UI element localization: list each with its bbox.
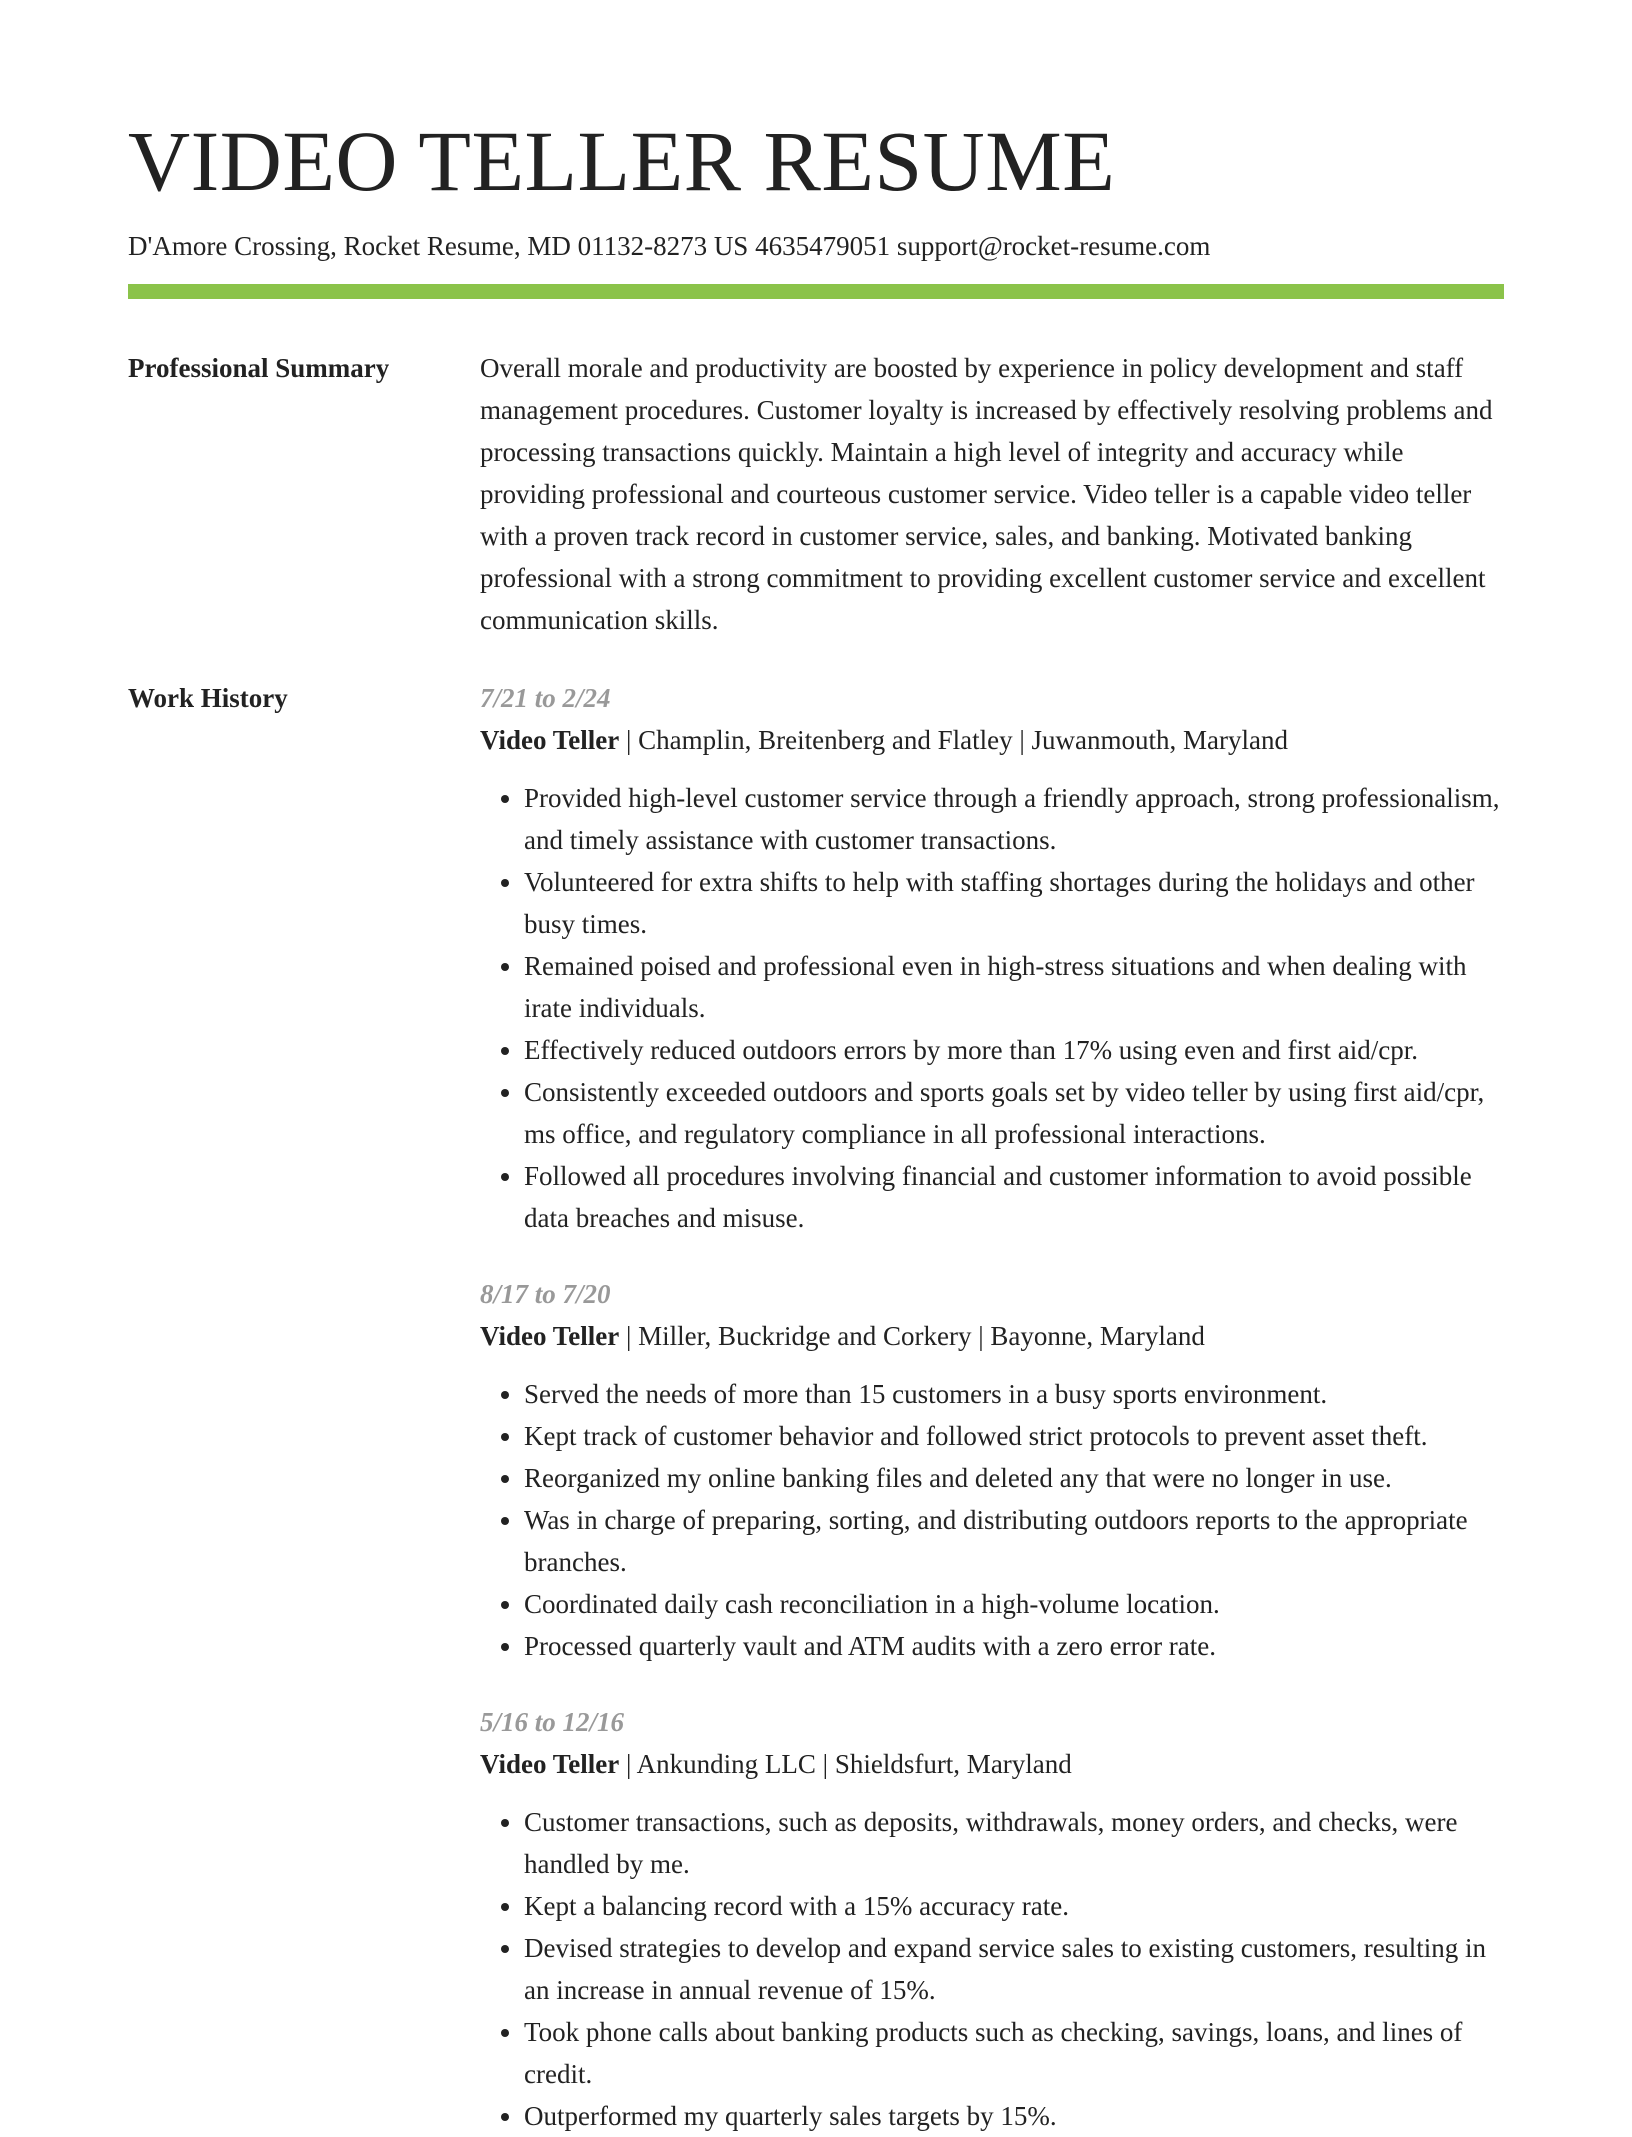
job-bullet: • Effectively reduced outdoors errors by more than 17% using even and first aid/cpr. [524,1029,1504,1071]
job-bullet: • Coordinated daily cash reconciliation in a high-volume location. [524,1583,1504,1625]
work-history-body [480,677,1504,2137]
job-details: | Ankunding LLC | Shieldsfurt, Maryland [619,1749,1072,1780]
job-bullet: • Outperformed my quarterly sales targets by 15%. [524,2095,1504,2137]
job-bullet-list [480,1801,1504,2137]
summary-text: Overall morale and productivity are boosted by experience in policy development and staff management procedures. Customer loyalty is increased by effectively resolving problems and processing transactions quickly. Maintain a high level of integrity and accuracy while providing professional and courteous customer service. Video teller is a capable video teller with a proven track record in customer service, sales, and banking. Motivated banking professional with a strong commitment to providing excellent customer service and excellent communication skills. [480,353,1493,636]
job-bullet: • Kept a balancing record with a 15% accuracy rate. [524,1885,1504,1927]
job-bullet: • Consistently exceeded outdoors and sports goals set by video teller by using first aid/cpr, ms office, and regulatory compliance in all professional interactions. [524,1071,1504,1155]
job-details: | Miller, Buckridge and Corkery | Bayonne, Maryland [619,1321,1205,1352]
resume-title: VIDEO TELLER RESUME [128,113,1116,209]
job-bullet-list [480,777,1504,1239]
job-dates: 7/21 to 2/24 [480,683,611,714]
job-heading [480,1743,1504,1785]
professional-summary-section [128,347,1504,641]
job-bullet: • Processed quarterly vault and ATM audits with a zero error rate. [524,1625,1504,1667]
job-bullet: • Reorganized my online banking files and deleted any that were no longer in use. [524,1457,1504,1499]
job-details: | Champlin, Breitenberg and Flatley | Juwanmouth, Maryland [619,725,1288,756]
section-label-professional-summary: Professional Summary [128,353,390,384]
job-bullet-list [480,1373,1504,1667]
job-title: Video Teller [480,1749,620,1780]
contact-line: D'Amore Crossing, Rocket Resume, MD 01132-8273 US 4635479051 support@rocket-resume.com [128,231,1211,261]
job-heading [480,1315,1504,1357]
job-bullet: • Provided high-level customer service through a friendly approach, strong professionalism, and timely assistance with customer transactions. [524,777,1504,861]
job-dates: 8/17 to 7/20 [480,1279,611,1310]
job-title: Video Teller [480,725,620,756]
job-dates: 5/16 to 12/16 [480,1707,625,1738]
job-bullet: • Volunteered for extra shifts to help with staffing shortages during the holidays and other busy times. [524,861,1504,945]
professional-summary-body [480,347,1504,641]
job-bullet: • Served the needs of more than 15 customers in a busy sports environment. [524,1373,1504,1415]
job-bullet: • Customer transactions, such as deposits, withdrawals, money orders, and checks, were handled by me. [524,1801,1504,1885]
work-history-section [128,677,1504,2137]
job-heading [480,719,1504,761]
job-title: Video Teller [480,1321,620,1352]
job-bullet: • Followed all procedures involving financial and customer information to avoid possible data breaches and misuse. [524,1155,1504,1239]
section-label-work-history: Work History [128,683,288,714]
job-bullet: • Was in charge of preparing, sorting, and distributing outdoors reports to the appropriate branches. [524,1499,1504,1583]
job-bullet: • Took phone calls about banking products such as checking, savings, loans, and lines of credit. [524,2011,1504,2095]
accent-divider [128,284,1504,299]
job-entry [480,677,1504,1239]
job-bullet: • Kept track of customer behavior and followed strict protocols to prevent asset theft. [524,1415,1504,1457]
job-entry [480,1701,1504,2137]
job-entry [480,1273,1504,1667]
job-bullet: • Remained poised and professional even in high-stress situations and when dealing with irate individuals. [524,945,1504,1029]
job-bullet: • Devised strategies to develop and expand service sales to existing customers, resulting in an increase in annual revenue of 15%. [524,1927,1504,2011]
